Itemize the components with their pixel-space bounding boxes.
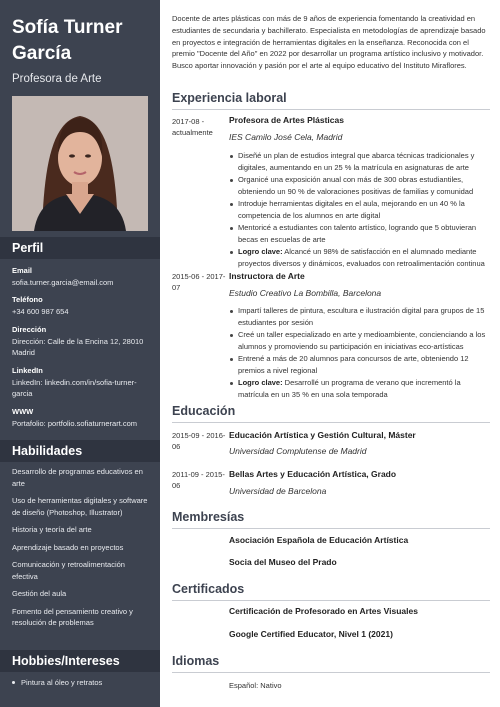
bullet-icon (230, 334, 233, 337)
candidate-name: Sofía Turner García (12, 17, 123, 64)
www-value: Portafolio: portfolio.sofiaturnerart.com (12, 418, 138, 428)
profile-photo (12, 96, 148, 231)
main-content (160, 0, 500, 707)
hobby-item (12, 678, 102, 687)
edu-degree: Educación Artística y Gestión Cultural, Máster (229, 430, 416, 440)
profile-heading: Perfil (0, 237, 160, 259)
skill-item: Aprendizaje basado en proyectos (12, 542, 124, 552)
skill-item: Desarrollo de programas educativos en arte (12, 467, 143, 488)
edu-degree: Bellas Artes y Educación Artística, Grado (229, 469, 397, 479)
skill-item: Fomento del pensamiento creativo y resolución de problemas (12, 606, 133, 627)
address-value: Dirección: Calle de la Encina 12, 28010 Madrid (12, 336, 144, 357)
bullet-item: Organicé una exposición anual con más de 300 obras estudiantiles, obteniendo un 90 % de valoraciones positivas de familias y comunidad (229, 174, 491, 197)
job-role: Profesora de Artes Plásticas (229, 115, 344, 125)
job-title: Profesora de Arte (12, 73, 102, 85)
summary-paragraph: Docente de artes plásticas con más de 9 años de experiencia fomentando la creatividad en estudiantes de secundaria y bachillerato. Especialista en metodologías de aprendizaje basado en proyectos e integración de herramientas digitales en la enseñanza. Reconocida con el premio "Docente del Año" en 2022 por desarrollar un programa artístico inclusivo y motivador. Busco aportar innovación y pasión por el arte al equipo educativo del Instituto Miraflores. (172, 14, 486, 71)
www-block (12, 406, 152, 429)
job-org: IES Camilo José Cela, Madrid (229, 132, 343, 142)
languages-heading: Idiomas (172, 654, 490, 673)
phone-label: Teléfono (12, 295, 43, 304)
linkedin-block (12, 365, 152, 400)
job-role: Instructora de Arte (229, 271, 305, 281)
bullet-icon (230, 179, 233, 182)
edu-school: Universidad de Barcelona (229, 486, 327, 496)
bullet-item: Entrené a más de 20 alumnos para concursos de arte, obteniendo 12 premios a nivel regional (229, 353, 491, 376)
job-org: Estudio Creativo La Bombilla, Barcelona (229, 288, 382, 298)
address-label: Dirección (12, 325, 47, 334)
edu-school: Universidad Complutense de Madrid (229, 446, 367, 456)
email-block (12, 265, 152, 288)
skills-list (12, 466, 152, 635)
job-bullets (229, 305, 491, 401)
email-label: Email (12, 266, 33, 275)
hobby-text: Pintura al óleo y retratos (21, 678, 103, 687)
linkedin-label: LinkedIn (12, 366, 43, 375)
email-value: sofia.turner.garcia@email.com (12, 277, 114, 287)
bullet-item: Impartí talleres de pintura, escultura e ilustración digital para grupos de 15 estudiantes por sesión (229, 305, 491, 328)
bullet-icon (230, 227, 233, 230)
bullet-icon (230, 310, 233, 313)
membership-item: Asociación Española de Educación Artística (229, 535, 409, 545)
linkedin-value: LinkedIn: linkedin.com/in/sofia-turner-garcia (12, 377, 137, 398)
certificates-heading: Certificados (172, 582, 490, 601)
sidebar (0, 0, 160, 707)
edu-dates: 2011-09 - 2015-06 (172, 470, 225, 490)
skill-item: Gestión del aula (12, 589, 67, 598)
address-block (12, 324, 152, 359)
education-heading: Educación (172, 404, 490, 423)
hobbies-heading: Hobbies/Intereses (0, 650, 160, 672)
bullet-icon (230, 203, 233, 206)
bullet-item: Diseñé un plan de estudios integral que abarca técnicas tradicionales y digitales, aumentando en un 25 % la matrícula en asignaturas de arte (229, 150, 491, 173)
phone-block (12, 294, 152, 317)
job-dates: 2017-08 - actualmente (172, 117, 213, 137)
job-dates: 2015-06 - 2017-07 (172, 272, 226, 292)
skill-item: Comunicación y retroalimentación efectiva (12, 560, 125, 581)
bullet-item: Logro clave: Desarrollé un programa de verano que incrementó la matrícula en un 35 % en una sola temporada (229, 377, 491, 400)
experience-heading: Experiencia laboral (172, 91, 490, 110)
memberships-heading: Membresías (172, 510, 490, 529)
bullet-icon (230, 382, 233, 385)
skill-item: Uso de herramientas digitales y software de diseño (Photoshop, Illustrator) (12, 496, 148, 517)
phone-value: +34 600 987 654 (12, 306, 69, 316)
language-item: Español: Nativo (229, 681, 282, 690)
certificate-item: Google Certified Educator, Nivel 1 (2021) (229, 629, 393, 639)
bullet-icon (230, 251, 233, 254)
bullet-item: Creé un taller especializado en arte y medioambiente, concienciando a los alumnos y promoviendo su participación en iniciativas eco-artísticas (229, 329, 491, 352)
bullet-item: Logro clave: Alcancé un 98% de satisfacción en el alumnado mediante proyectos diversos y dinámicos, evaluados con retroalimentación continua (229, 246, 491, 269)
bullet-icon (12, 681, 15, 684)
skill-item: Historia y teoría del arte (12, 525, 92, 534)
www-label: WWW (12, 407, 34, 416)
membership-item: Socia del Museo del Prado (229, 557, 337, 567)
bullet-item: Mentoricé a estudiantes con talento artístico, logrando que 5 obtuvieran becas en escuelas de arte (229, 222, 491, 245)
job-bullets (229, 150, 491, 270)
edu-dates: 2015-09 - 2016-06 (172, 431, 226, 451)
bullet-item: Introduje herramientas digitales en el aula, mejorando en un 40 % la competencia de los alumnos en arte digital (229, 198, 491, 221)
skills-heading: Habilidades (0, 440, 160, 462)
bullet-icon (230, 155, 233, 158)
certificate-item: Certificación de Profesorado en Artes Visuales (229, 606, 418, 616)
bullet-icon (230, 358, 233, 361)
